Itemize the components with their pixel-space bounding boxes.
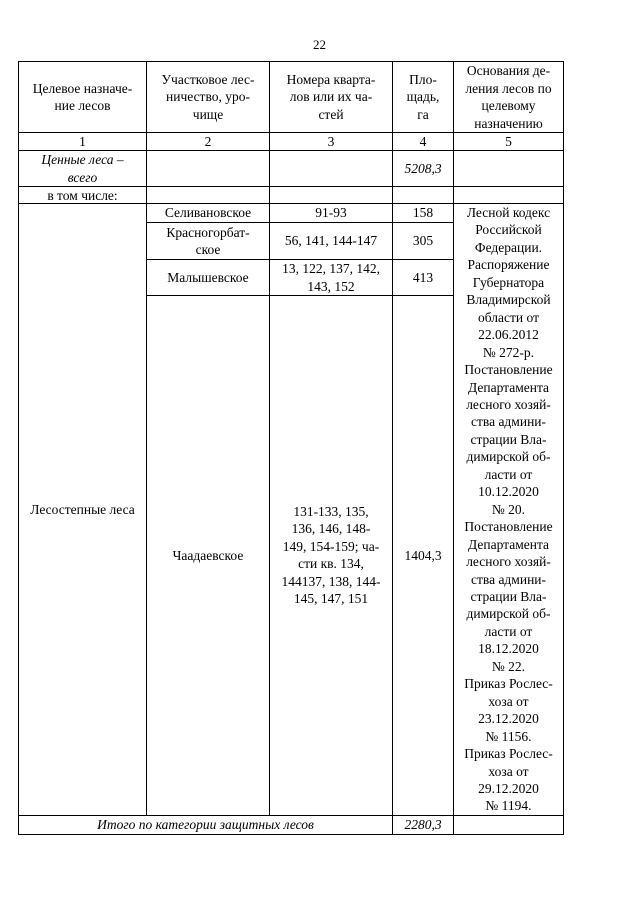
column-number: 3 [270, 133, 393, 151]
text-line: ское [195, 242, 221, 258]
header-row [19, 62, 564, 133]
text-line: Красногорбат- [166, 224, 250, 240]
empty-cell [454, 815, 564, 834]
text-line: страции Вла- [470, 431, 547, 447]
text-line: га [417, 106, 429, 122]
empty-cell [454, 187, 564, 204]
column-number: 4 [393, 133, 454, 151]
text-line: целевому [481, 98, 536, 113]
column-number: 2 [147, 133, 270, 151]
text-line: 13, 122, 137, 142, [282, 261, 380, 277]
text-line: Российской [475, 222, 542, 238]
area-cell: 158 [393, 204, 454, 223]
text-line: Малышевское [167, 269, 249, 285]
text-line: № 20. [491, 501, 526, 517]
text-line: 136, 146, 148- [291, 521, 371, 537]
itogo-label: Итого по категории защитных лесов [19, 815, 393, 834]
total-area: 5208,3 [393, 151, 454, 187]
text-line: лов или их ча- [289, 89, 373, 105]
text-line: Участковое лес- [161, 71, 255, 87]
text-line: Губернатора [472, 274, 545, 290]
empty-cell [147, 187, 270, 204]
text-line: 144137, 138, 144- [281, 573, 381, 589]
page-number: 22 [313, 37, 326, 52]
text-line: Постановление [464, 519, 553, 535]
district-cell [147, 296, 270, 816]
text-line: лесного хозяй- [466, 396, 551, 412]
total-label [19, 151, 147, 187]
text-line: Целевое назначе- [32, 80, 133, 96]
text-line: 145, 147, 151 [293, 591, 369, 607]
text-line: ничество, уро- [166, 89, 250, 105]
district-cell [147, 223, 270, 260]
forest-division-table [18, 61, 564, 835]
header-basis [454, 62, 564, 133]
quarters-cell [270, 260, 393, 296]
text-line: Приказ Рослес- [464, 676, 553, 692]
text-line: хоза от [488, 693, 529, 709]
text-line: № 1194. [485, 798, 532, 814]
text-line: сти кв. 134, [298, 556, 364, 572]
text-line: 29.12.2020 [478, 780, 539, 796]
empty-cell [270, 187, 393, 204]
text-line: димирской об- [466, 606, 551, 622]
area-cell: 305 [393, 223, 454, 260]
text-line: Департамента [467, 379, 550, 395]
quarters-cell [270, 223, 393, 260]
category-cell: Лесостепные леса [19, 204, 147, 816]
text-line: Распоряжение [467, 257, 550, 273]
column-number: 5 [454, 133, 564, 151]
text-line: Основания де- [466, 63, 551, 78]
text-line: 56, 141, 144-147 [284, 233, 378, 249]
text-line: Федерации. [474, 239, 543, 255]
header-area [393, 62, 454, 133]
district-cell [147, 204, 270, 223]
text-line: щадь, [406, 89, 440, 105]
text-line: чище [192, 106, 224, 122]
itogo-row [19, 815, 564, 834]
area-cell: 413 [393, 260, 454, 296]
empty-cell [393, 187, 454, 204]
text-line: 149, 154-159; ча- [282, 538, 380, 554]
text-line: Чаадаевское [172, 547, 244, 563]
including-row [19, 187, 564, 204]
text-line: № 22. [491, 658, 526, 674]
text-line: димирской об- [466, 449, 551, 465]
header-district [147, 62, 270, 133]
basis-cell [454, 204, 564, 816]
quarters-cell [270, 296, 393, 816]
text-line: 143, 152 [307, 278, 355, 294]
text-line: области от [478, 309, 539, 325]
text-line: ства админи- [470, 571, 547, 587]
text-line: № 272-р. [482, 344, 535, 360]
text-line: страции Вла- [470, 588, 547, 604]
text-line: назначению [474, 115, 543, 131]
text-line: Номера кварта- [286, 71, 376, 87]
text-line: стей [318, 106, 344, 122]
text-line: Постановление [464, 362, 553, 378]
text-line: ние лесов [54, 98, 111, 113]
table-row [19, 204, 564, 223]
text-line: лесного хозяй- [466, 554, 551, 570]
text-line: 23.12.2020 [478, 711, 539, 727]
text-line: всего [67, 169, 98, 185]
text-line: № 1156. [485, 728, 532, 744]
text-line: Департамента [467, 536, 550, 552]
empty-cell [270, 151, 393, 187]
text-line: Лесной кодекс [466, 205, 551, 220]
area-cell: 1404,3 [393, 296, 454, 816]
text-line: ства админи- [470, 414, 547, 430]
header-purpose [19, 62, 147, 133]
text-line: 22.06.2012 [478, 327, 539, 343]
text-line: 10.12.2020 [478, 484, 539, 500]
text-line: ласти от [484, 466, 533, 482]
column-number: 1 [19, 133, 147, 151]
text-line: Селивановское [164, 205, 252, 221]
column-number-row [19, 133, 564, 151]
text-line: Ценные леса – [41, 152, 124, 167]
district-cell [147, 260, 270, 296]
total-row [19, 151, 564, 187]
text-line: ласти от [484, 623, 533, 639]
header-quarters [270, 62, 393, 133]
text-line: Приказ Рослес- [464, 746, 553, 762]
text-line: Владимирской [466, 292, 551, 308]
text-line: 91-93 [315, 205, 347, 221]
including-label: в том числе: [19, 187, 147, 204]
text-line: 18.12.2020 [478, 641, 539, 657]
itogo-area: 2280,3 [393, 815, 454, 834]
text-line: хоза от [488, 763, 529, 779]
empty-cell [147, 151, 270, 187]
empty-cell [454, 151, 564, 187]
text-line: Пло- [409, 71, 437, 87]
text-line: 131-133, 135, [293, 503, 369, 519]
quarters-cell [270, 204, 393, 223]
text-line: ления лесов по [465, 80, 552, 96]
